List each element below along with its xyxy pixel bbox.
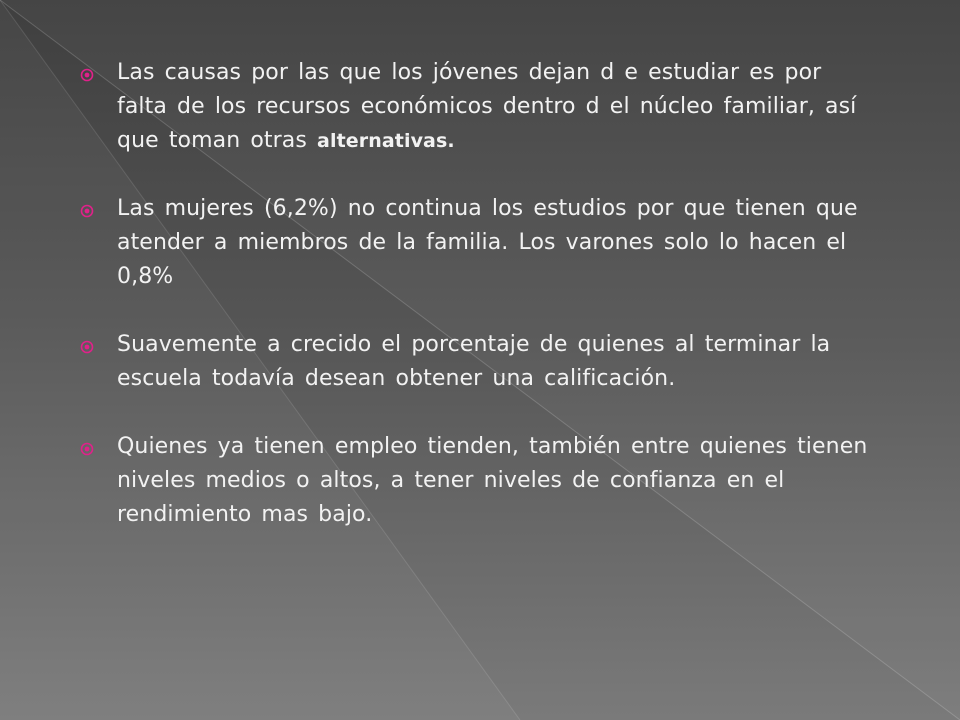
bullet-text-4: Quienes ya tienen empleo tienden, también entre quienes tienen niveles medios o altos, a tener niveles de confianza en el rendimiento mas bajo. bbox=[117, 434, 868, 527]
circled-dot-bullet-icon bbox=[80, 204, 94, 218]
bullet-text-1: Las causas por las que los jóvenes dejan d e estudiar es por falta de los recursos económicos dentro d el núcleo familiar, así que toman otras bbox=[117, 60, 857, 153]
bullet-item-3 bbox=[80, 328, 880, 396]
bullet-text-2: Las mujeres (6,2%) no continua los estudios por que tienen que atender a miembros de la familia. Los varones solo lo hacen el 0,8% bbox=[117, 196, 858, 289]
bullet-item-1 bbox=[80, 56, 880, 158]
bullet-text-3: Suavemente a crecido el porcentaje de quienes al terminar la escuela todavía desean obtener una calificación. bbox=[117, 332, 831, 391]
bullet-list bbox=[80, 56, 880, 566]
bullet-emphasis-1: alternativas. bbox=[317, 130, 455, 152]
circled-dot-bullet-icon bbox=[80, 68, 94, 82]
circled-dot-bullet-icon bbox=[80, 442, 94, 456]
bullet-item-4 bbox=[80, 430, 880, 532]
circled-dot-bullet-icon bbox=[80, 340, 94, 354]
bullet-item-2 bbox=[80, 192, 880, 294]
